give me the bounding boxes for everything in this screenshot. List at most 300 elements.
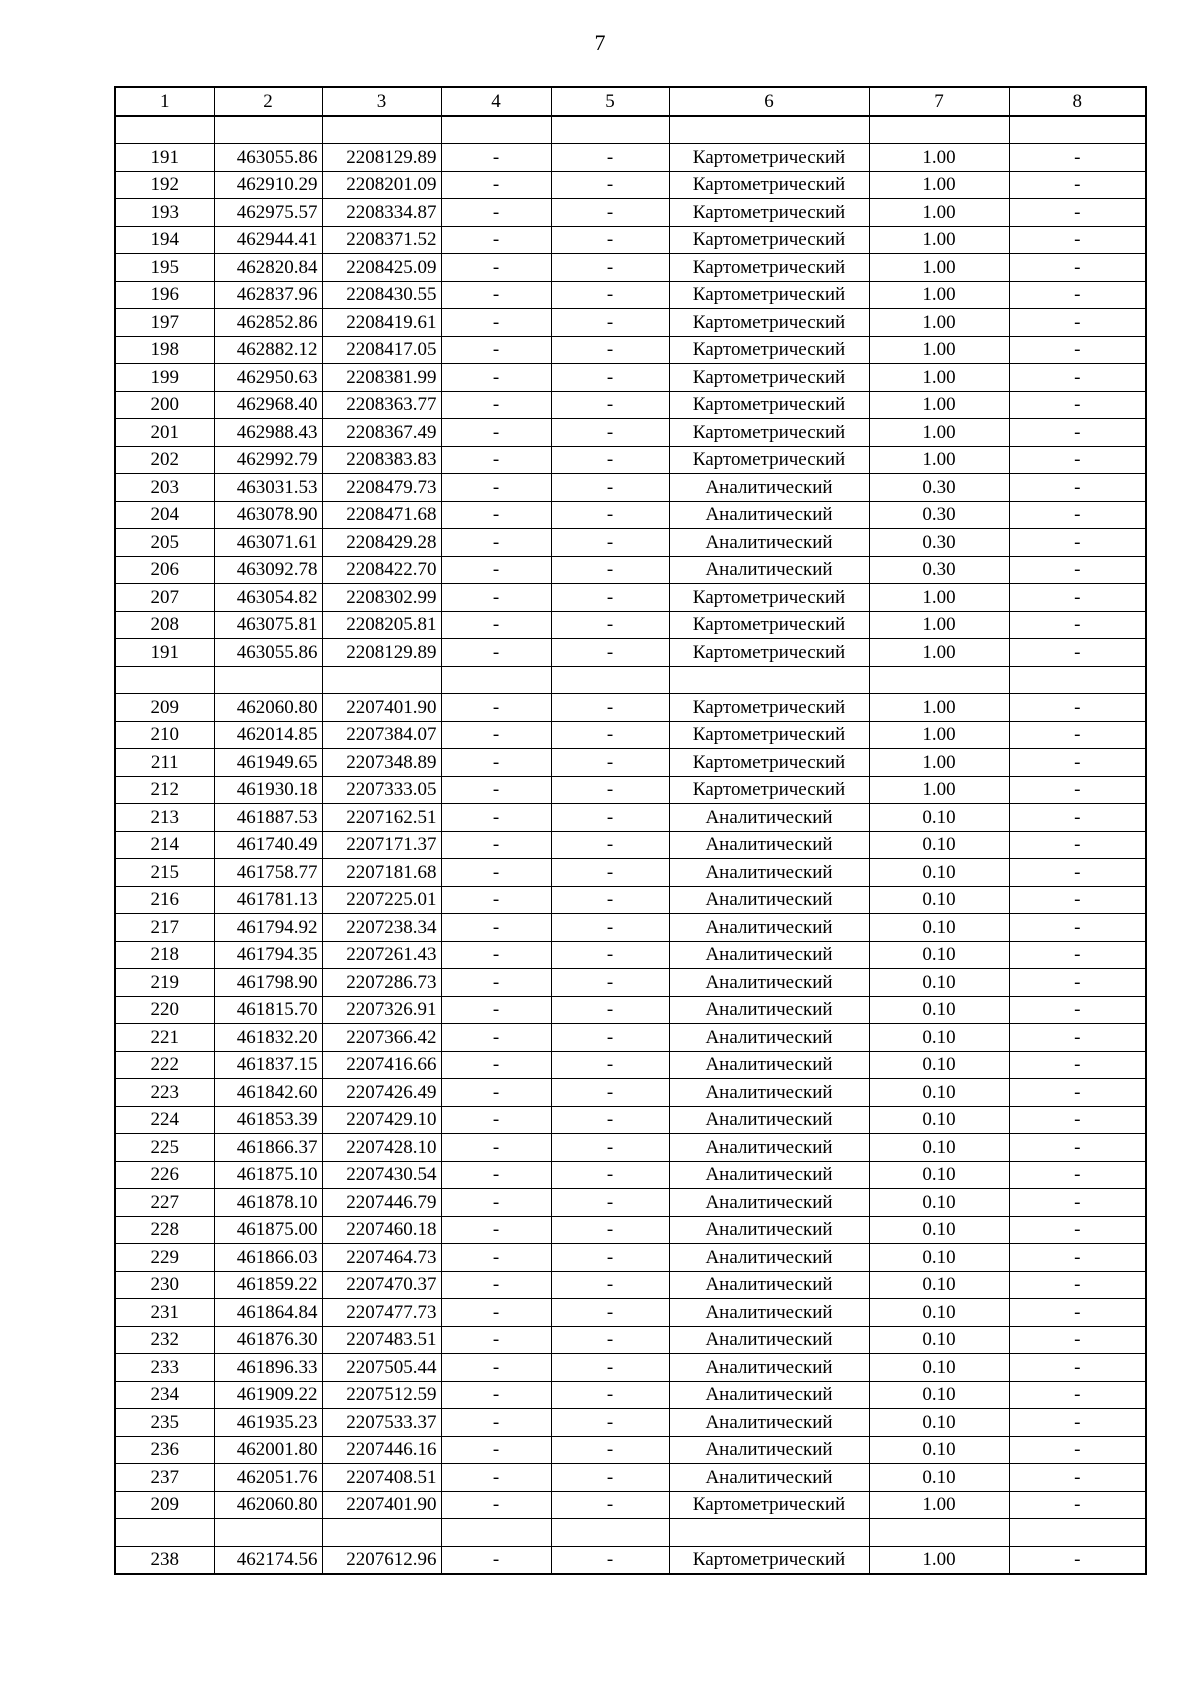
- point-number-cell: 207: [115, 584, 214, 612]
- point-number-cell: 196: [115, 281, 214, 309]
- table-row: [115, 144, 1146, 172]
- col-4-cell: [441, 666, 551, 694]
- accuracy-cell: 0.10: [869, 1244, 1009, 1272]
- x-coordinate-cell: 461853.39: [214, 1106, 322, 1134]
- method-cell: Картометрический: [669, 611, 869, 639]
- x-coordinate-cell: 461866.03: [214, 1244, 322, 1272]
- col-5-cell: -: [551, 1161, 669, 1189]
- table-row: [115, 886, 1146, 914]
- accuracy-cell: 0.10: [869, 1271, 1009, 1299]
- col-8-cell: -: [1009, 1546, 1146, 1574]
- col-5-cell: -: [551, 1381, 669, 1409]
- point-number-cell: [115, 1519, 214, 1547]
- col-4-cell: -: [441, 144, 551, 172]
- col-8-cell: -: [1009, 1354, 1146, 1382]
- y-coordinate-cell: 2208371.52: [322, 226, 441, 254]
- point-number-cell: 192: [115, 171, 214, 199]
- y-coordinate-cell: 2207612.96: [322, 1546, 441, 1574]
- col-4-cell: -: [441, 1079, 551, 1107]
- method-cell: Аналитический: [669, 1161, 869, 1189]
- table-header: [115, 87, 1146, 116]
- accuracy-cell: 1.00: [869, 226, 1009, 254]
- col-4-cell: -: [441, 914, 551, 942]
- point-number-cell: 236: [115, 1436, 214, 1464]
- table-row: [115, 1106, 1146, 1134]
- table-row: [115, 1134, 1146, 1162]
- method-cell: Аналитический: [669, 804, 869, 832]
- y-coordinate-cell: 2208425.09: [322, 254, 441, 282]
- col-5-cell: -: [551, 1326, 669, 1354]
- col-4-cell: -: [441, 1051, 551, 1079]
- col-8-cell: -: [1009, 859, 1146, 887]
- col-8-cell: -: [1009, 1024, 1146, 1052]
- point-number-cell: [115, 666, 214, 694]
- y-coordinate-cell: 2207470.37: [322, 1271, 441, 1299]
- method-cell: Аналитический: [669, 1216, 869, 1244]
- col-8-cell: -: [1009, 1326, 1146, 1354]
- y-coordinate-cell: 2208429.28: [322, 529, 441, 557]
- col-8-cell: -: [1009, 749, 1146, 777]
- method-cell: [669, 116, 869, 144]
- method-cell: Аналитический: [669, 1106, 869, 1134]
- col-5-cell: -: [551, 611, 669, 639]
- table-row: [115, 804, 1146, 832]
- col-8-cell: -: [1009, 694, 1146, 722]
- accuracy-cell: 1.00: [869, 694, 1009, 722]
- col-5-cell: -: [551, 144, 669, 172]
- col-8-cell: -: [1009, 336, 1146, 364]
- col-5-cell: -: [551, 749, 669, 777]
- col-4-cell: -: [441, 1299, 551, 1327]
- y-coordinate-cell: 2207477.73: [322, 1299, 441, 1327]
- point-number-cell: 237: [115, 1464, 214, 1492]
- method-cell: Картометрический: [669, 584, 869, 612]
- col-8-cell: -: [1009, 501, 1146, 529]
- y-coordinate-cell: 2208419.61: [322, 309, 441, 337]
- accuracy-cell: 0.10: [869, 859, 1009, 887]
- table-row: [115, 281, 1146, 309]
- col-5-cell: -: [551, 1409, 669, 1437]
- col-5-cell: -: [551, 584, 669, 612]
- col-5-cell: -: [551, 1436, 669, 1464]
- y-coordinate-cell: 2207401.90: [322, 1491, 441, 1519]
- point-number-cell: 233: [115, 1354, 214, 1382]
- coordinates-table: [114, 86, 1147, 1575]
- col-4-cell: -: [441, 1134, 551, 1162]
- col-4-cell: -: [441, 501, 551, 529]
- col-4-cell: -: [441, 639, 551, 667]
- col-5-cell: -: [551, 446, 669, 474]
- x-coordinate-cell: 463055.86: [214, 144, 322, 172]
- x-coordinate-cell: 461930.18: [214, 776, 322, 804]
- method-cell: Аналитический: [669, 886, 869, 914]
- x-coordinate-cell: 461949.65: [214, 749, 322, 777]
- y-coordinate-cell: 2207408.51: [322, 1464, 441, 1492]
- accuracy-cell: 0.30: [869, 556, 1009, 584]
- col-5-cell: -: [551, 1244, 669, 1272]
- x-coordinate-cell: 462837.96: [214, 281, 322, 309]
- x-coordinate-cell: 461875.10: [214, 1161, 322, 1189]
- col-4-cell: -: [441, 804, 551, 832]
- col-4-cell: -: [441, 1381, 551, 1409]
- y-coordinate-cell: 2208334.87: [322, 199, 441, 227]
- y-coordinate-cell: 2207460.18: [322, 1216, 441, 1244]
- col-4-cell: -: [441, 1464, 551, 1492]
- method-cell: Картометрический: [669, 199, 869, 227]
- point-number-cell: 197: [115, 309, 214, 337]
- method-cell: Картометрический: [669, 419, 869, 447]
- x-coordinate-cell: 463075.81: [214, 611, 322, 639]
- y-coordinate-cell: 2208422.70: [322, 556, 441, 584]
- column-header-4: 4: [441, 87, 551, 116]
- y-coordinate-cell: 2208302.99: [322, 584, 441, 612]
- accuracy-cell: 1.00: [869, 639, 1009, 667]
- point-number-cell: 210: [115, 721, 214, 749]
- accuracy-cell: 1.00: [869, 171, 1009, 199]
- point-number-cell: 231: [115, 1299, 214, 1327]
- header-row: [115, 87, 1146, 116]
- table-row: [115, 914, 1146, 942]
- col-8-cell: -: [1009, 1491, 1146, 1519]
- method-cell: Картометрический: [669, 309, 869, 337]
- method-cell: Аналитический: [669, 1381, 869, 1409]
- y-coordinate-cell: 2207333.05: [322, 776, 441, 804]
- y-coordinate-cell: 2208417.05: [322, 336, 441, 364]
- col-4-cell: -: [441, 1491, 551, 1519]
- x-coordinate-cell: 462988.43: [214, 419, 322, 447]
- col-8-cell: [1009, 666, 1146, 694]
- col-8-cell: -: [1009, 1106, 1146, 1134]
- col-5-cell: -: [551, 199, 669, 227]
- table-row: [115, 529, 1146, 557]
- accuracy-cell: 1.00: [869, 364, 1009, 392]
- table-row: [115, 1244, 1146, 1272]
- y-coordinate-cell: [322, 116, 441, 144]
- x-coordinate-cell: 462001.80: [214, 1436, 322, 1464]
- table-row: [115, 1079, 1146, 1107]
- column-header-2: 2: [214, 87, 322, 116]
- col-8-cell: -: [1009, 226, 1146, 254]
- col-5-cell: -: [551, 226, 669, 254]
- method-cell: Аналитический: [669, 1464, 869, 1492]
- y-coordinate-cell: [322, 1519, 441, 1547]
- x-coordinate-cell: 462174.56: [214, 1546, 322, 1574]
- x-coordinate-cell: 463092.78: [214, 556, 322, 584]
- col-5-cell: -: [551, 364, 669, 392]
- col-4-cell: -: [441, 199, 551, 227]
- accuracy-cell: 0.10: [869, 1161, 1009, 1189]
- col-8-cell: -: [1009, 1079, 1146, 1107]
- col-8-cell: -: [1009, 996, 1146, 1024]
- method-cell: Аналитический: [669, 501, 869, 529]
- method-cell: Аналитический: [669, 474, 869, 502]
- col-5-cell: -: [551, 969, 669, 997]
- method-cell: Картометрический: [669, 639, 869, 667]
- accuracy-cell: 0.10: [869, 914, 1009, 942]
- table-row: [115, 309, 1146, 337]
- y-coordinate-cell: 2207261.43: [322, 941, 441, 969]
- point-number-cell: 209: [115, 1491, 214, 1519]
- method-cell: Аналитический: [669, 1409, 869, 1437]
- table-row: [115, 391, 1146, 419]
- y-coordinate-cell: 2208430.55: [322, 281, 441, 309]
- table-row: [115, 611, 1146, 639]
- col-5-cell: -: [551, 1106, 669, 1134]
- y-coordinate-cell: 2208471.68: [322, 501, 441, 529]
- col-4-cell: -: [441, 1024, 551, 1052]
- x-coordinate-cell: 461794.35: [214, 941, 322, 969]
- point-number-cell: 216: [115, 886, 214, 914]
- y-coordinate-cell: 2207426.49: [322, 1079, 441, 1107]
- point-number-cell: 228: [115, 1216, 214, 1244]
- accuracy-cell: 0.10: [869, 1216, 1009, 1244]
- accuracy-cell: 1.00: [869, 144, 1009, 172]
- point-number-cell: 198: [115, 336, 214, 364]
- accuracy-cell: 1.00: [869, 336, 1009, 364]
- col-5-cell: -: [551, 501, 669, 529]
- col-4-cell: -: [441, 529, 551, 557]
- point-number-cell: 205: [115, 529, 214, 557]
- method-cell: Картометрический: [669, 336, 869, 364]
- accuracy-cell: 1.00: [869, 749, 1009, 777]
- method-cell: Аналитический: [669, 529, 869, 557]
- point-number-cell: 195: [115, 254, 214, 282]
- accuracy-cell: 1.00: [869, 611, 1009, 639]
- col-4-cell: -: [441, 1436, 551, 1464]
- table-row: [115, 694, 1146, 722]
- table-row: [115, 996, 1146, 1024]
- y-coordinate-cell: 2207446.16: [322, 1436, 441, 1464]
- col-4-cell: -: [441, 171, 551, 199]
- x-coordinate-cell: 462014.85: [214, 721, 322, 749]
- x-coordinate-cell: 461832.20: [214, 1024, 322, 1052]
- x-coordinate-cell: 461758.77: [214, 859, 322, 887]
- y-coordinate-cell: 2207428.10: [322, 1134, 441, 1162]
- col-5-cell: -: [551, 391, 669, 419]
- accuracy-cell: 1.00: [869, 1546, 1009, 1574]
- y-coordinate-cell: 2207483.51: [322, 1326, 441, 1354]
- column-header-8: 8: [1009, 87, 1146, 116]
- method-cell: [669, 666, 869, 694]
- x-coordinate-cell: 461896.33: [214, 1354, 322, 1382]
- x-coordinate-cell: 462820.84: [214, 254, 322, 282]
- accuracy-cell: 1.00: [869, 281, 1009, 309]
- accuracy-cell: 1.00: [869, 1491, 1009, 1519]
- col-5-cell: -: [551, 1051, 669, 1079]
- x-coordinate-cell: 461887.53: [214, 804, 322, 832]
- col-8-cell: -: [1009, 391, 1146, 419]
- x-coordinate-cell: 463031.53: [214, 474, 322, 502]
- table-row: [115, 1326, 1146, 1354]
- col-5-cell: -: [551, 1271, 669, 1299]
- y-coordinate-cell: 2207348.89: [322, 749, 441, 777]
- point-number-cell: 218: [115, 941, 214, 969]
- table-row: [115, 474, 1146, 502]
- accuracy-cell: 0.30: [869, 501, 1009, 529]
- y-coordinate-cell: 2207505.44: [322, 1354, 441, 1382]
- accuracy-cell: 0.10: [869, 969, 1009, 997]
- col-4-cell: -: [441, 886, 551, 914]
- point-number-cell: 203: [115, 474, 214, 502]
- y-coordinate-cell: 2207416.66: [322, 1051, 441, 1079]
- method-cell: Аналитический: [669, 1189, 869, 1217]
- col-8-cell: -: [1009, 941, 1146, 969]
- table-row: [115, 1546, 1146, 1574]
- point-number-cell: 208: [115, 611, 214, 639]
- col-5-cell: -: [551, 1354, 669, 1382]
- col-5-cell: -: [551, 1189, 669, 1217]
- col-5-cell: -: [551, 859, 669, 887]
- col-5-cell: -: [551, 694, 669, 722]
- table-row: [115, 1299, 1146, 1327]
- point-number-cell: 214: [115, 831, 214, 859]
- method-cell: Картометрический: [669, 721, 869, 749]
- x-coordinate-cell: 462060.80: [214, 694, 322, 722]
- table-row: [115, 1381, 1146, 1409]
- point-number-cell: 220: [115, 996, 214, 1024]
- col-5-cell: -: [551, 886, 669, 914]
- point-number-cell: 217: [115, 914, 214, 942]
- table-row: [115, 171, 1146, 199]
- col-8-cell: -: [1009, 804, 1146, 832]
- table-body: [115, 116, 1146, 1575]
- point-number-cell: 204: [115, 501, 214, 529]
- x-coordinate-cell: 461794.92: [214, 914, 322, 942]
- col-4-cell: -: [441, 611, 551, 639]
- accuracy-cell: [869, 1519, 1009, 1547]
- col-5-cell: -: [551, 1464, 669, 1492]
- col-4-cell: -: [441, 474, 551, 502]
- x-coordinate-cell: 463054.82: [214, 584, 322, 612]
- point-number-cell: 206: [115, 556, 214, 584]
- method-cell: Картометрический: [669, 749, 869, 777]
- method-cell: Аналитический: [669, 1271, 869, 1299]
- col-8-cell: -: [1009, 584, 1146, 612]
- accuracy-cell: 1.00: [869, 309, 1009, 337]
- table-row: [115, 1189, 1146, 1217]
- y-coordinate-cell: 2207429.10: [322, 1106, 441, 1134]
- method-cell: Аналитический: [669, 831, 869, 859]
- col-8-cell: -: [1009, 1299, 1146, 1327]
- table-row: [115, 419, 1146, 447]
- col-4-cell: -: [441, 721, 551, 749]
- point-number-cell: [115, 116, 214, 144]
- col-4-cell: [441, 1519, 551, 1547]
- col-8-cell: -: [1009, 1271, 1146, 1299]
- x-coordinate-cell: 462992.79: [214, 446, 322, 474]
- method-cell: Аналитический: [669, 1354, 869, 1382]
- accuracy-cell: 0.10: [869, 831, 1009, 859]
- accuracy-cell: 1.00: [869, 391, 1009, 419]
- separator-row: [115, 666, 1146, 694]
- y-coordinate-cell: 2207326.91: [322, 996, 441, 1024]
- separator-row: [115, 1519, 1146, 1547]
- column-header-7: 7: [869, 87, 1009, 116]
- point-number-cell: 230: [115, 1271, 214, 1299]
- col-5-cell: -: [551, 1216, 669, 1244]
- col-8-cell: -: [1009, 529, 1146, 557]
- table-row: [115, 1464, 1146, 1492]
- table-row: [115, 1354, 1146, 1382]
- method-cell: Аналитический: [669, 1051, 869, 1079]
- accuracy-cell: 0.10: [869, 1024, 1009, 1052]
- accuracy-cell: 1.00: [869, 776, 1009, 804]
- col-4-cell: -: [441, 391, 551, 419]
- x-coordinate-cell: 461842.60: [214, 1079, 322, 1107]
- accuracy-cell: [869, 666, 1009, 694]
- method-cell: Картометрический: [669, 171, 869, 199]
- accuracy-cell: 0.10: [869, 1106, 1009, 1134]
- col-5-cell: -: [551, 1299, 669, 1327]
- col-4-cell: -: [441, 776, 551, 804]
- x-coordinate-cell: 461876.30: [214, 1326, 322, 1354]
- table-row: [115, 501, 1146, 529]
- method-cell: Аналитический: [669, 1326, 869, 1354]
- y-coordinate-cell: 2208205.81: [322, 611, 441, 639]
- x-coordinate-cell: 461864.84: [214, 1299, 322, 1327]
- y-coordinate-cell: 2208479.73: [322, 474, 441, 502]
- point-number-cell: 222: [115, 1051, 214, 1079]
- page-number: 7: [594, 30, 606, 55]
- point-number-cell: 199: [115, 364, 214, 392]
- col-8-cell: -: [1009, 171, 1146, 199]
- point-number-cell: 219: [115, 969, 214, 997]
- col-4-cell: -: [441, 749, 551, 777]
- point-number-cell: 209: [115, 694, 214, 722]
- col-4-cell: -: [441, 1189, 551, 1217]
- table-row: [115, 584, 1146, 612]
- accuracy-cell: 0.10: [869, 886, 1009, 914]
- x-coordinate-cell: 463055.86: [214, 639, 322, 667]
- col-4-cell: -: [441, 309, 551, 337]
- accuracy-cell: 1.00: [869, 446, 1009, 474]
- method-cell: Аналитический: [669, 1024, 869, 1052]
- accuracy-cell: 1.00: [869, 721, 1009, 749]
- y-coordinate-cell: 2208129.89: [322, 144, 441, 172]
- x-coordinate-cell: 462975.57: [214, 199, 322, 227]
- y-coordinate-cell: 2208201.09: [322, 171, 441, 199]
- col-8-cell: -: [1009, 1134, 1146, 1162]
- column-header-3: 3: [322, 87, 441, 116]
- accuracy-cell: [869, 116, 1009, 144]
- method-cell: Картометрический: [669, 446, 869, 474]
- method-cell: Картометрический: [669, 694, 869, 722]
- point-number-cell: 193: [115, 199, 214, 227]
- table-row: [115, 1271, 1146, 1299]
- col-5-cell: -: [551, 914, 669, 942]
- table-row: [115, 776, 1146, 804]
- col-8-cell: -: [1009, 776, 1146, 804]
- point-number-cell: 226: [115, 1161, 214, 1189]
- x-coordinate-cell: 462910.29: [214, 171, 322, 199]
- col-8-cell: -: [1009, 639, 1146, 667]
- point-number-cell: 213: [115, 804, 214, 832]
- col-5-cell: -: [551, 1079, 669, 1107]
- x-coordinate-cell: 462882.12: [214, 336, 322, 364]
- table-row: [115, 721, 1146, 749]
- col-8-cell: -: [1009, 1464, 1146, 1492]
- method-cell: Картометрический: [669, 1491, 869, 1519]
- accuracy-cell: 0.30: [869, 529, 1009, 557]
- table-row: [115, 1216, 1146, 1244]
- x-coordinate-cell: 462950.63: [214, 364, 322, 392]
- table-row: [115, 556, 1146, 584]
- point-number-cell: 221: [115, 1024, 214, 1052]
- col-5-cell: [551, 116, 669, 144]
- method-cell: Картометрический: [669, 144, 869, 172]
- col-5-cell: -: [551, 1546, 669, 1574]
- col-5-cell: -: [551, 1024, 669, 1052]
